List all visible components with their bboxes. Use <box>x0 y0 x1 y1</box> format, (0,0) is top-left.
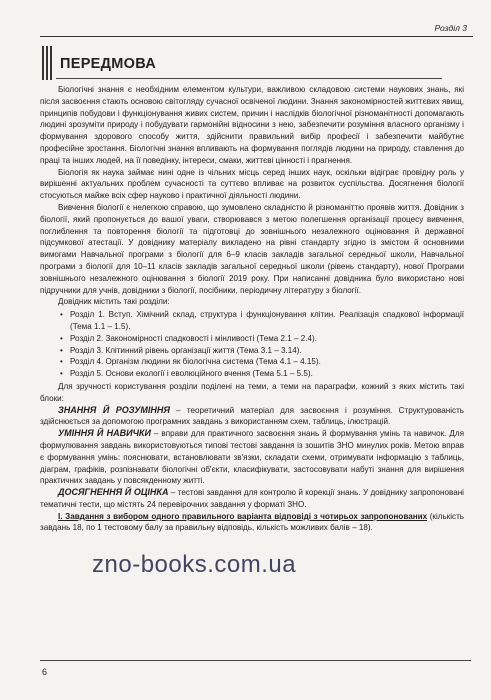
bottom-rule <box>40 660 471 661</box>
block-term: УМІННЯ Й НАВИЧКИ <box>58 428 151 439</box>
top-rule <box>40 22 473 37</box>
subheading: І. Завдання з вибором одного правильного варіанта відповіді з чотирьох запропонованих <box>58 511 428 521</box>
paragraph-text: – тестові завдання для контролю й корекції знань. У довіднику запропоновані тематичні тести, що містять 24 перевірочних завдання у форматі ЗНО. <box>40 488 464 509</box>
heading-block <box>42 44 442 82</box>
list-item: • Розділ 2. Закономірності спадковості і мінливості (Тема 2.1 – 2.4). <box>60 333 464 345</box>
list-item: • Розділ 5. Основи екології і еволюційного вчення (Тема 5.1 – 5.5). <box>60 368 464 380</box>
paragraph: Вивчення біології є нелегкою справою, що зумовлено складністю й різноманіттю проявів життя. Довідник з біології, який пропонується до вашої уваги, створювався з метою полегшення організації процесу вивчення, поглиблення та повторення біології та підготовці до зовнішнього незалежного оцінювання й державної підсумкової атестації. У довіднику матеріалу викладено на рівні стандарту згідно із змістом й основними вимогами Навчальної програми з біології для 6–9 класів закладів загальної середньої школи, Навчальної програми з біології для 10–11 класів закладів загальної середньої школи (рівень стандарту), нової Програми зовнішнього незалежного оцінювання з біології 2019 року. При написанні довідника було використано нові підручники для учнів, довідники з біології, посібники, періодичну літературу з біології. <box>40 202 464 295</box>
paragraph: Біологія як наука займає нині одне із чільних місць серед інших наук, оскільки відіграє провідну роль у вирішенні актуальних проблем сучасності та суттєво впливає на розвиток суспільства. Досягнення біології стосуються майже всіх сфер науково і практичної діяльності людини. <box>40 167 464 201</box>
page-number: 6 <box>42 667 48 677</box>
paragraph-text: – вправи для практичного засвоєння знань й формування умінь та навичок. Для формулювання завдань використовуються типові тестові завдання із зошитів ЗНО минулих років. Метою вправ є формування умінь: пояснювати, встановлювати зв'язки, складати схеми, отримувати інформацію з таблиць, діаграм, графіків, розпізнавати біологічні об'єкти, класифікувати, застосовувати набуті знання для вирішення практичних завдань у повсякденному житті. <box>40 429 464 486</box>
paragraph <box>40 428 464 487</box>
block-term: ЗНАННЯ Й РОЗУМІННЯ <box>58 404 170 415</box>
contents-list <box>60 309 464 380</box>
page-title: ПЕРЕДМОВА <box>60 56 157 72</box>
paragraph <box>40 487 464 511</box>
list-item: • Розділ 4. Організм людини як біологічна система (Тема 4.1 – 4.15). <box>60 356 464 368</box>
paragraph-text: – теоретичний матеріал для засвоєння і розуміння. Структурованість здійснюється за допомогою програмних завдань з використанням схем, таблиць, ілюстрацій. <box>40 405 464 427</box>
body-text <box>40 84 464 534</box>
section-label: Розділ 3 <box>434 23 467 33</box>
heading-underline <box>56 78 442 79</box>
paragraph-text: (кількість завдань 18, по 1 тестовому балу за правильну відповідь, кількість можливих балів – 18). <box>40 511 464 533</box>
paragraph: Довідник містить такі розділи: <box>58 297 170 307</box>
heading-bars-decoration <box>42 46 52 80</box>
block-term: ДОСЯГНЕННЯ Й ОЦІНКА <box>58 487 169 498</box>
paragraph: Біологічні знання є необхідним елементом культури, важливою складовою системи наукових знань, які після засвоєння стають основою світогляду сучасної освіченої людини. Знання закономірностей життєвих явищ, принципів побудови і функціонування живих систем, причин і наслідків біологічної різноманітності допомагають людині зрозуміти природу і побудувати гармонійні відносини з нею, забезпечити розуміння власного організму і формування здорового способу життя, здійснити правильний вибір професії і забезпечити майбутнє професійне зростання. Біологічні знання впливають на формування поглядів людини на природу, ставлення до праці та інших людей, на її поведінку, інтереси, смаки, життєві цінності і прагнення. <box>40 85 464 165</box>
watermark: zno-books.com.ua <box>92 551 297 578</box>
list-item: • Розділ 3. Клітинний рівень організації життя (Тема 3.1 – 3.14). <box>60 345 464 357</box>
paragraph <box>40 511 464 535</box>
paragraph <box>40 405 464 429</box>
list-item: • Розділ 1. Вступ. Хімічний склад, структура і функціонування клітин. Реалізація спадкової інформації (Тема 1.1 – 1.5). <box>60 309 464 333</box>
paragraph: Для зручності користування розділи поділені на теми, а теми на параграфи, кожний з яких містить такі блоки: <box>40 381 464 403</box>
